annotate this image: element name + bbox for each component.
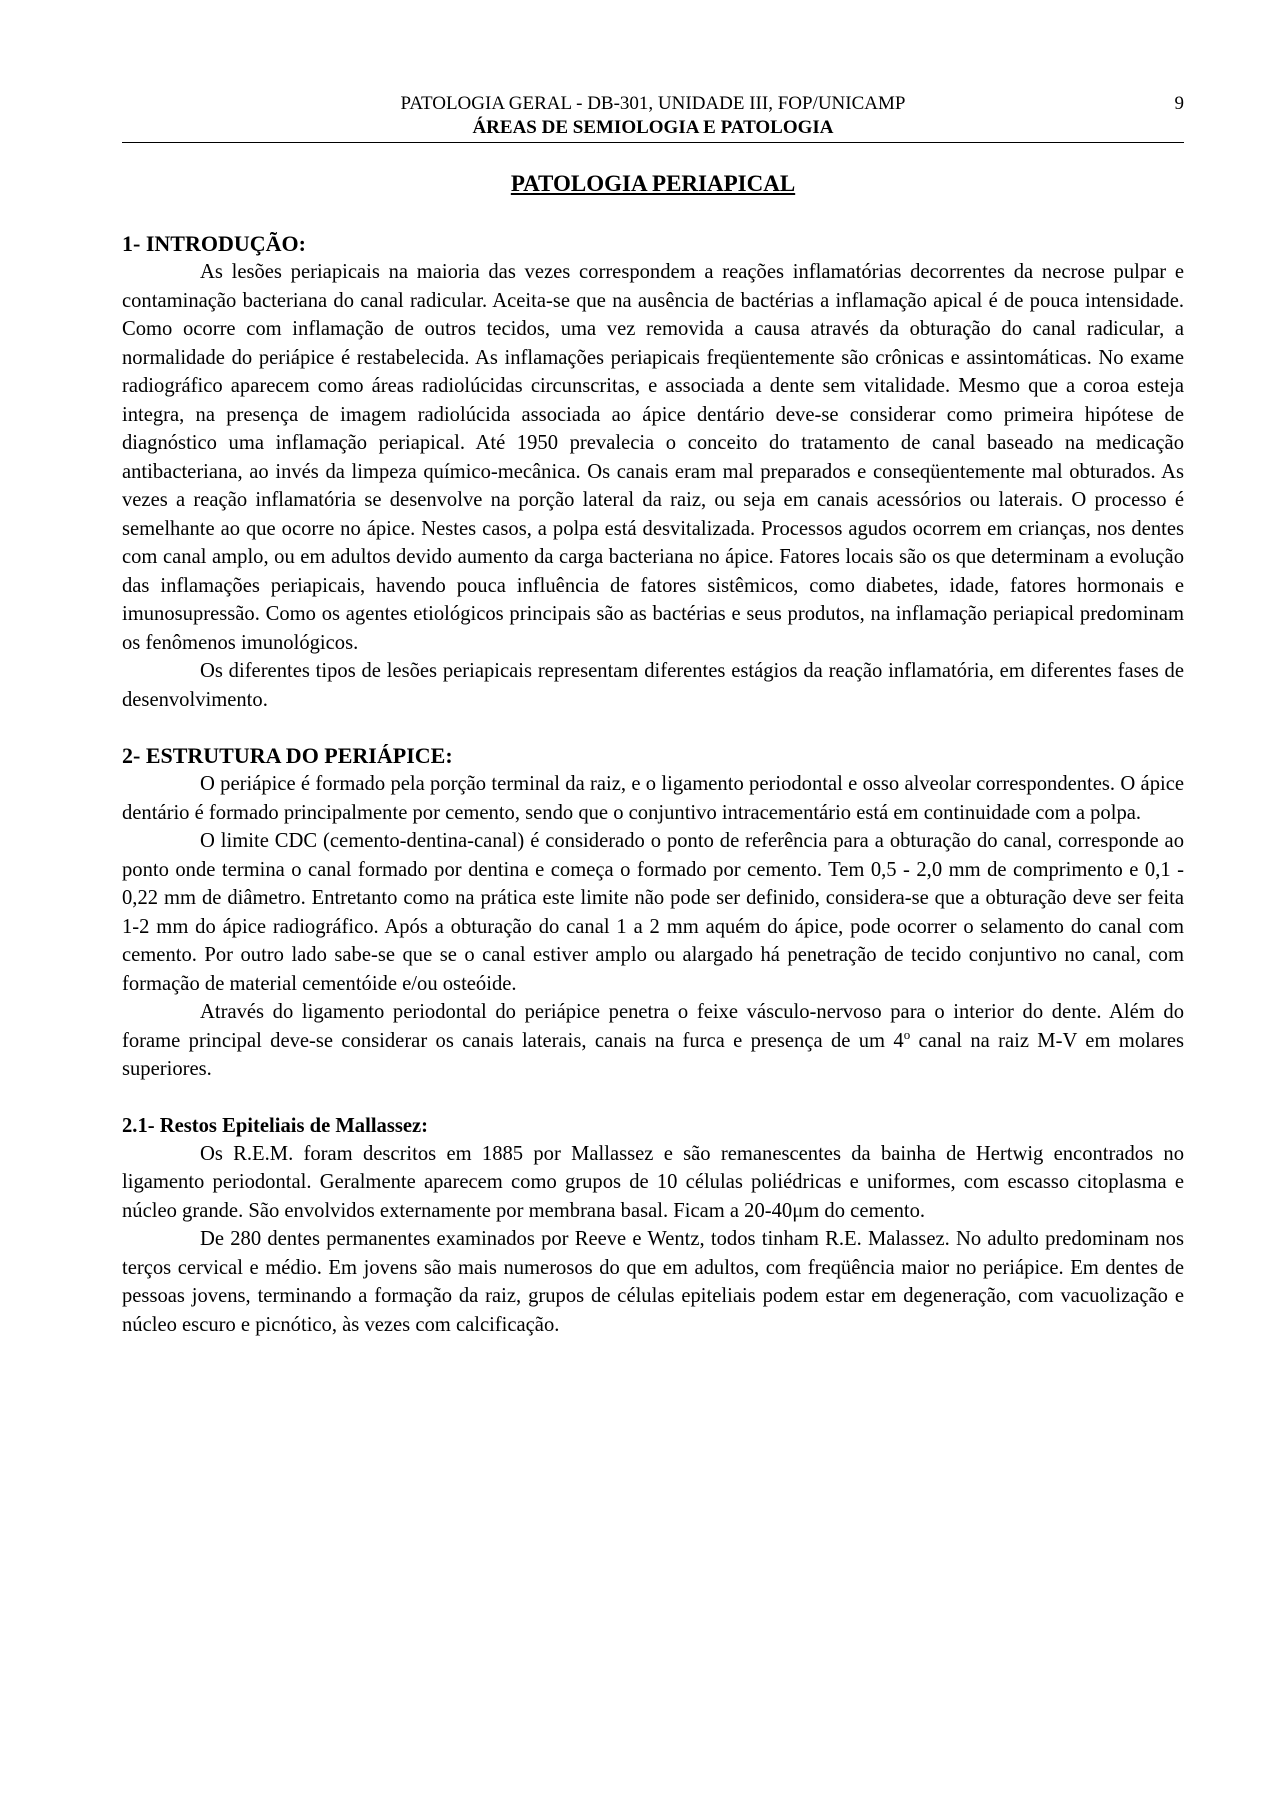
header-course-line: PATOLOGIA GERAL - DB-301, UNIDADE III, FOP/UNICAMP <box>400 93 906 114</box>
document-body <box>122 230 1184 1367</box>
paragraph: Os diferentes tipos de lesões periapicais representam diferentes estágios da reação inflamatória, em diferentes fases de desenvolvimento. <box>122 660 1184 711</box>
paragraph: De 280 dentes permanentes examinados por Reeve e Wentz, todos tinham R.E. Malassez. No adulto predominam nos terços cervical e médio. Em jovens são mais numerosos do que em adultos, com freqüência maior no periápice. Em dentes de pessoas jovens, terminando a formação da raiz, grupos de células epiteliais podem estar em degeneração, com vacuolização e núcleo escuro e picnótico, às vezes com calcificação. <box>122 1228 1184 1336</box>
paragraph: Os R.E.M. foram descritos em 1885 por Mallassez e são remanescentes da bainha de Hertwig encontrados no ligamento periodontal. Geralmente aparecem como grupos de 10 células poliédricas e uniformes, com escasso citoplasma e núcleo grande. São envolvidos externamente por membrana basal. Ficam a 20-40μm do cemento. <box>122 1142 1184 1222</box>
header-area-line: ÁREAS DE SEMIOLOGIA E PATOLOGIA <box>472 117 834 138</box>
running-header <box>122 92 1184 143</box>
section-restos-epiteliais <box>122 1112 1184 1340</box>
paragraph-text: Através do ligamento periodontal do periápice penetra o feixe vásculo-nervoso para o interior do dente. Além do forame principal deve-se considerar os canais laterais, canais na furca e presença de um 4 <box>122 1001 1184 1052</box>
paragraph: O limite CDC (cemento-dentina-canal) é considerado o ponto de referência para a obturação do canal, corresponde ao ponto onde termina o canal formado por dentina e começa o formado por cemento. Tem 0,5 - 2,0 mm de comprimento e 0,1 - 0,22 mm de diâmetro. Entretanto como na prática este limite não pode ser definido, considera-se que a obturação deve ser feita 1-2 mm do ápice radiográfico. Após a obturação do canal 1 a 2 mm aquém do ápice, pode ocorrer o selamento do canal com cemento. Por outro lado sabe-se que se o canal estiver amplo ou alargado há penetração de tecido conjuntivo no canal, com formação de material cementóide e/ou osteóide. <box>122 830 1184 995</box>
section-heading-estrutura: 2- ESTRUTURA DO PERIÁPICE: <box>122 743 453 768</box>
paragraph: As lesões periapicais na maioria das vezes correspondem a reações inflamatórias decorrentes da necrose pulpar e contaminação bacteriana do canal radicular. Aceita-se que na ausência de bactérias a inflamação apical é de pouca intensidade. Como ocorre com inflamação de outros tecidos, uma vez removida a causa através da obturação do canal radicular, a normalidade do periápice é restabelecida. As inflamações periapicais freqüentemente são crônicas e assintomáticas. No exame radiográfico aparecem como áreas radiolúcidas circunscritas, e associada a dente sem vitalidade. Mesmo que a coroa esteja integra, na presença de imagem radiolúcida associada ao ápice dentário deve-se considerar como primeira hipótese de diagnóstico uma inflamação periapical. Até 1950 prevalecia o conceito do tratamento de canal baseado na medicação antibacteriana, ao invés da limpeza químico-mecânica. Os canais eram mal preparados e conseqüentemente mal obturados. As vezes a reação inflamatória se desenvolve na porção lateral da raiz, ou seja em canais acessórios ou laterais. O processo é semelhante ao que ocorre no ápice. Nestes casos, a polpa está desvitalizada. Processos agudos ocorrem em crianças, nos dentes com canal amplo, ou em adultos devido aumento da carga bacteriana no ápice. Fatores locais são os que determinam a evolução das inflamações periapicais, havendo pouca influência de fatores sistêmicos, como diabetes, idade, fatores hormonais e imunosupressão. Como os agentes etiológicos principais são as bactérias e seus produtos, na inflamação periapical predominam os fenômenos imunológicos. <box>122 261 1184 654</box>
paragraph-text: canal na raiz M-V em molares superiores. <box>122 1029 1184 1080</box>
paragraph: O periápice é formado pela porção terminal da raiz, e o ligamento periodontal e osso alveolar correspondentes. O ápice dentário é formado principalmente por cemento, sendo que o conjuntivo intracementário está em continuidade com a polpa. <box>122 773 1184 824</box>
page-number: 9 <box>1174 93 1184 114</box>
paragraph <box>122 998 1184 1084</box>
superscript-ordinal: o <box>903 1026 911 1042</box>
section-estrutura <box>122 742 1184 1084</box>
document-title: PATOLOGIA PERIAPICAL <box>510 171 796 196</box>
section-introducao <box>122 230 1184 714</box>
section-heading-introducao: 1- INTRODUÇÃO: <box>122 231 306 256</box>
subsection-heading-restos: 2.1- Restos Epiteliais de Mallassez: <box>122 1114 429 1137</box>
